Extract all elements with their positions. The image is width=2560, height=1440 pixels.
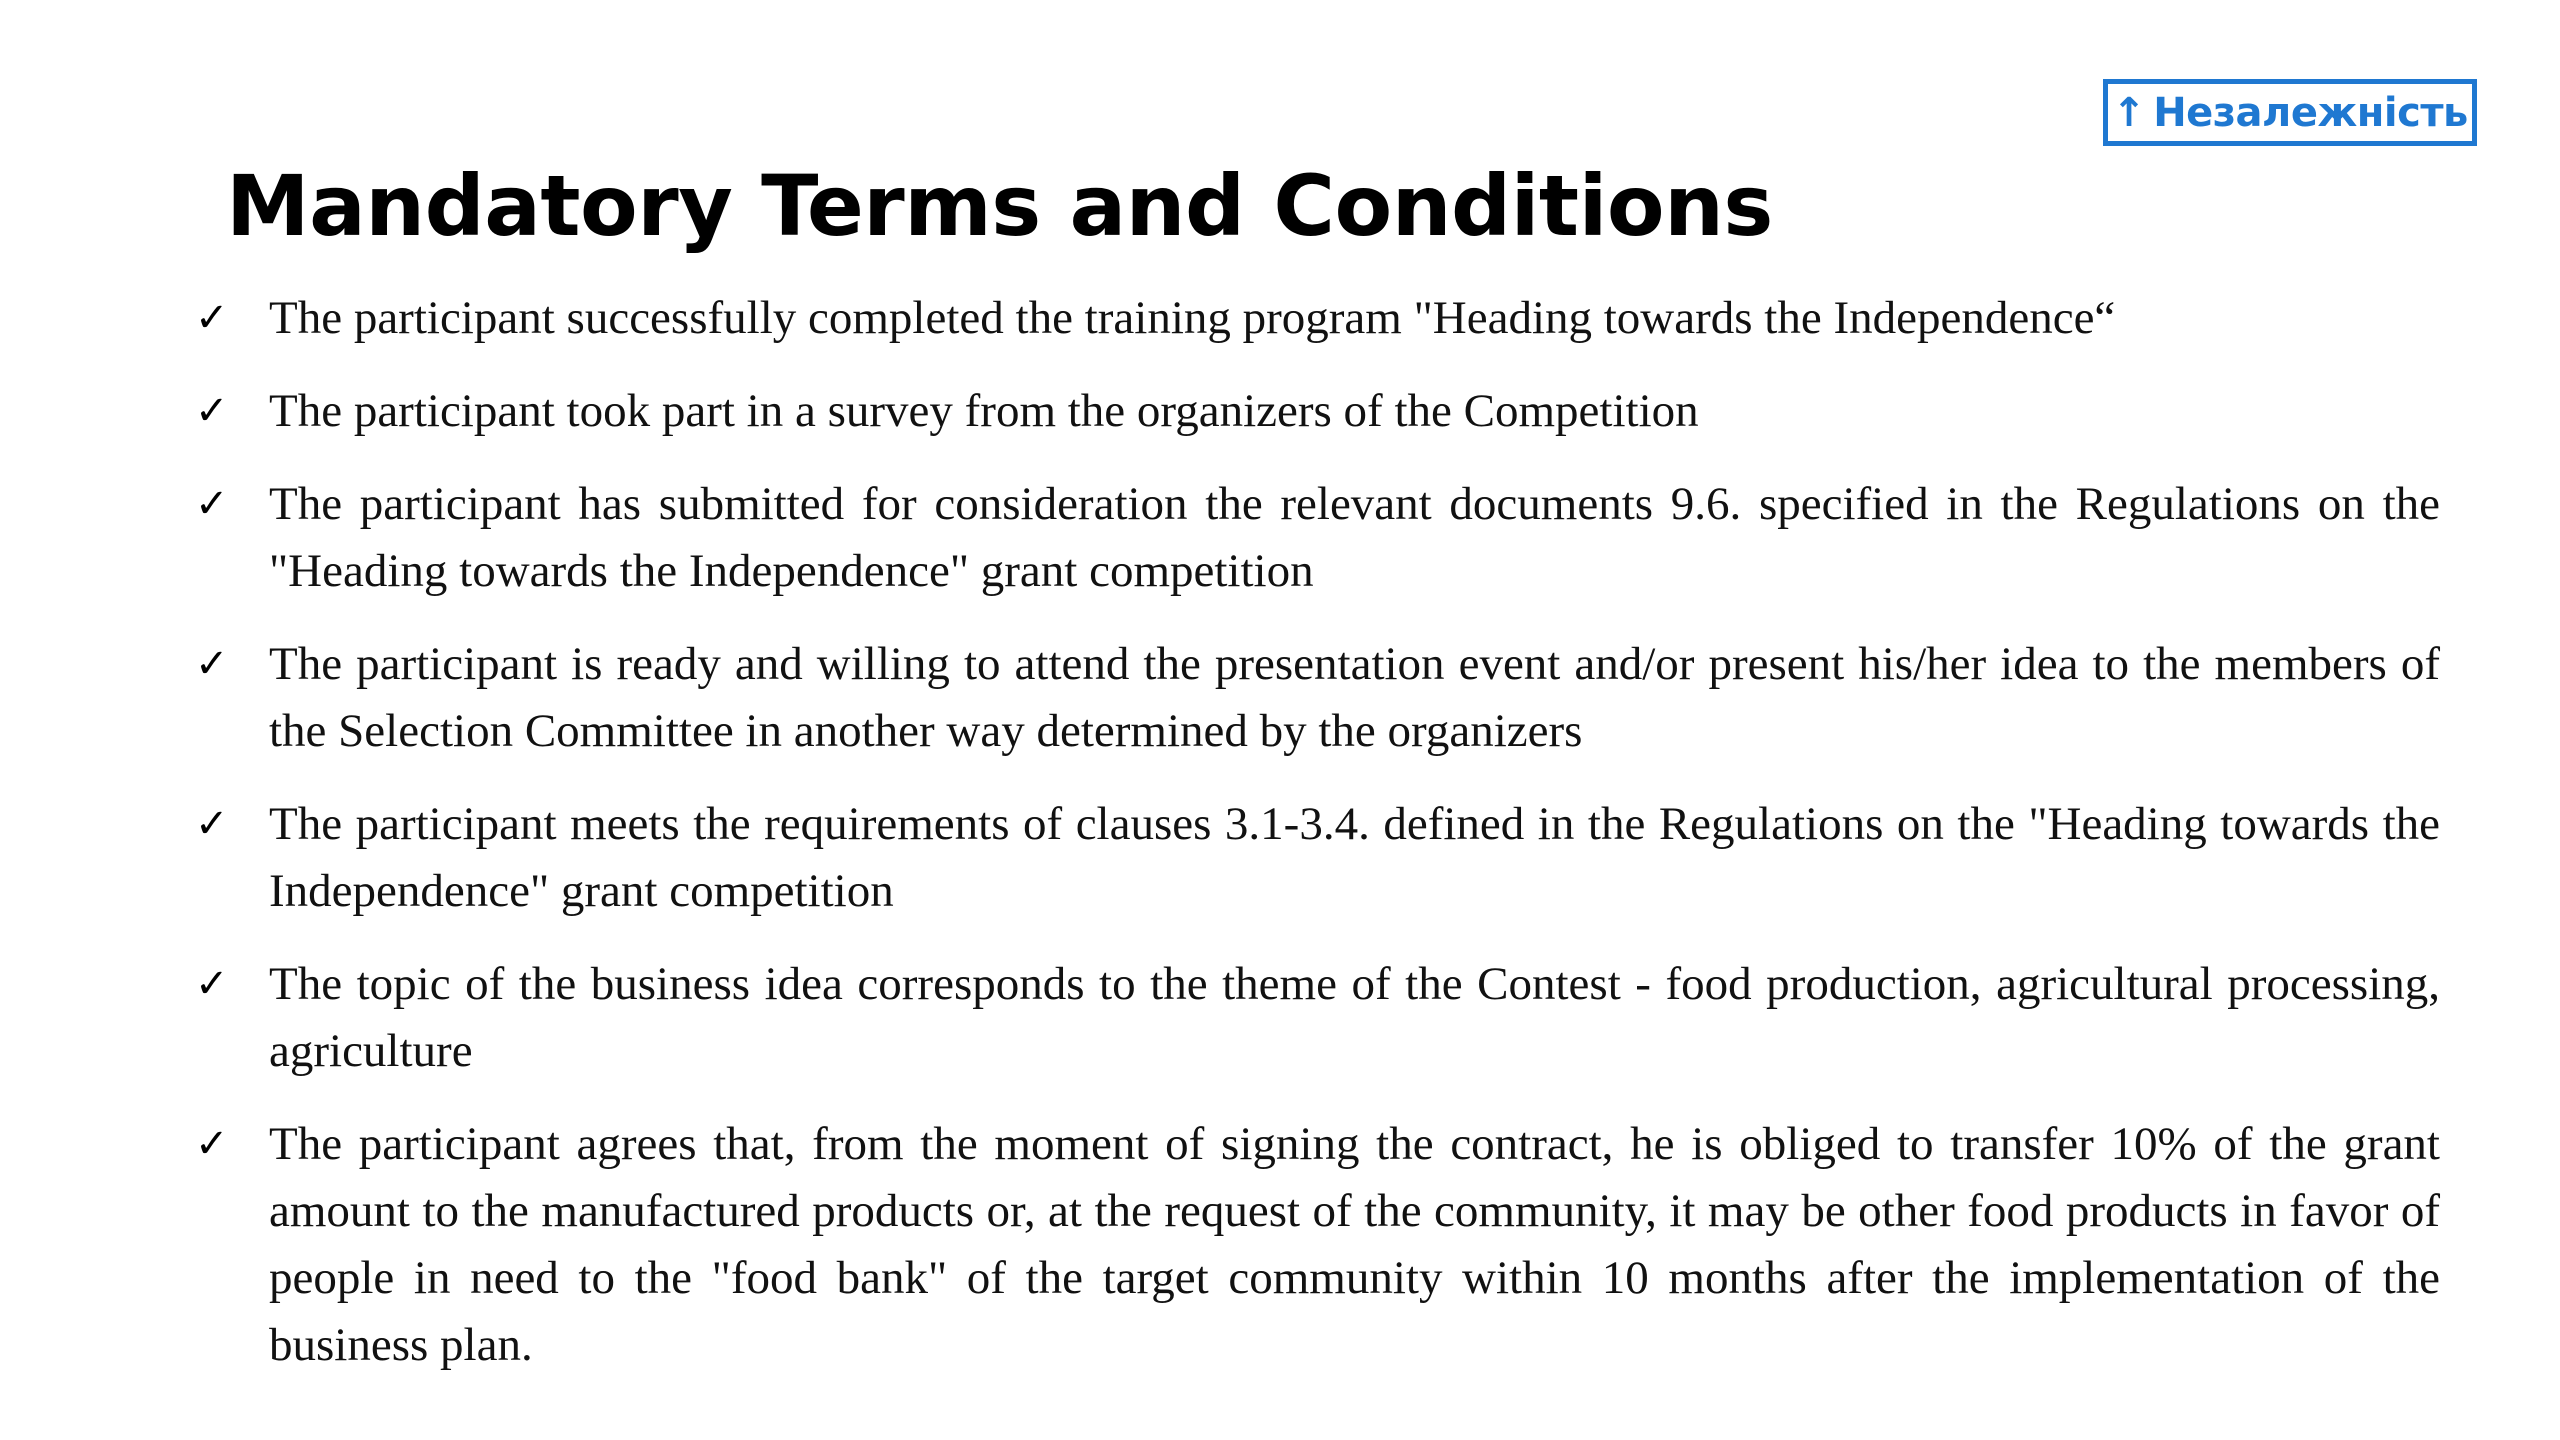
badge-label: Незалежність [2153, 89, 2468, 136]
check-icon: ✓ [195, 295, 229, 341]
term-item [195, 951, 2440, 1085]
up-arrow-icon: ↑ [2112, 89, 2146, 136]
term-text: The participant took part in a survey from the organizers of the Competition [269, 385, 1699, 437]
term-text: The participant agrees that, from the moment of signing the contract, he is obliged to transfer 10% of the grant amount to the manufactured products or, at the request of the community, it may be other food products in favor of people in need to the "food bank" of the target community within 10 months after the implementation of the business plan. [269, 1118, 2440, 1371]
term-item [195, 471, 2440, 605]
term-text: The participant meets the requirements of clauses 3.1-3.4. defined in the Regulations on the "Heading towards the Independence" grant competition [269, 798, 2440, 917]
term-text: The topic of the business idea corresponds to the theme of the Contest - food production, agricultural processing, agriculture [269, 958, 2440, 1077]
term-item [195, 791, 2440, 925]
check-icon: ✓ [195, 801, 229, 847]
term-text: The participant is ready and willing to attend the presentation event and/or present his/her idea to the members of the Selection Committee in another way determined by the organizers [269, 638, 2440, 757]
independence-badge [2103, 79, 2477, 146]
term-item [195, 631, 2440, 765]
check-icon: ✓ [195, 641, 229, 687]
term-text: The participant has submitted for consideration the relevant documents 9.6. specified in the Regulations on the "Heading towards the Independence" grant competition [269, 478, 2440, 597]
term-item [195, 378, 2440, 445]
term-text: The participant successfully completed the training program "Heading towards the Independence“ [269, 292, 2116, 344]
term-item [195, 1111, 2440, 1379]
page-title: Mandatory Terms and Conditions [226, 157, 1773, 255]
check-icon: ✓ [195, 961, 229, 1007]
term-item [195, 285, 2440, 352]
check-icon: ✓ [195, 388, 229, 434]
check-icon: ✓ [195, 481, 229, 527]
check-icon: ✓ [195, 1121, 229, 1167]
terms-list [195, 285, 2440, 1405]
